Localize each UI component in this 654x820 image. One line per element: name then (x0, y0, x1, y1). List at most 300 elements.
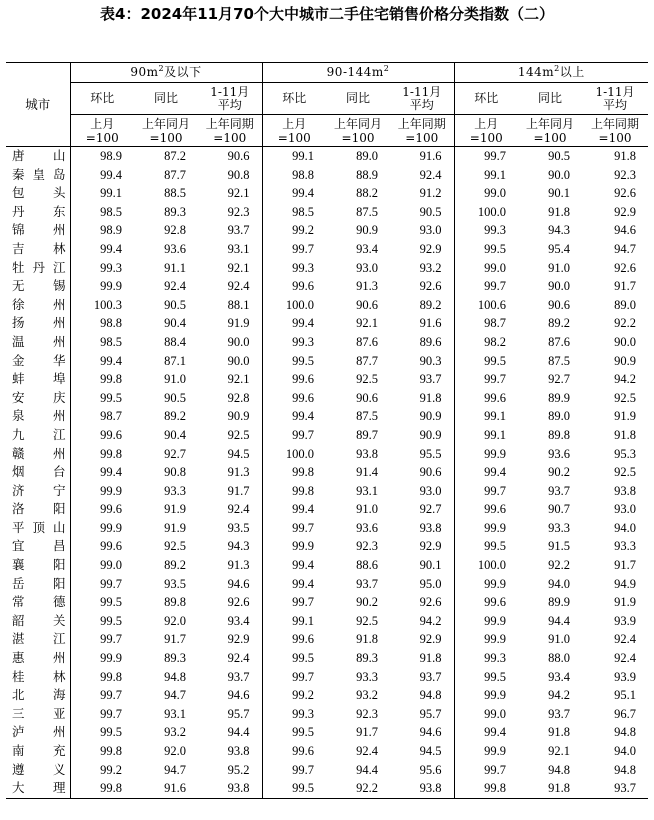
table-row (6, 445, 648, 464)
cell-mom-small: 99.5 (100, 613, 122, 628)
cell-mom-small: 98.5 (100, 334, 122, 349)
cell-avg-small: 90.0 (227, 334, 250, 349)
cell-mom-large: 99.9 (454, 575, 518, 594)
cell-avg-small: 92.4 (227, 651, 250, 666)
cell-avg-small: 93.8 (227, 744, 250, 758)
cell-yoy-medium: 93.2 (356, 688, 379, 703)
table-row (6, 537, 648, 556)
city-name: 惠州 (6, 649, 70, 668)
cell-mom-small: 100.3 (93, 297, 122, 312)
cell-mom-medium: 99.7 (262, 426, 326, 445)
cell-mom-medium: 99.7 (262, 593, 326, 612)
table-title: 表4：2024年11月70个大中城市二手住宅销售价格分类指数（二） (100, 5, 554, 23)
base-avg: 上年同期 =100 (582, 115, 648, 147)
subheader-yoy: 同比 (134, 83, 198, 115)
cell-avg-large: 92.3 (614, 167, 637, 182)
table-row (6, 407, 648, 426)
cell-yoy-medium: 92.3 (356, 539, 379, 554)
cell-mom-large: 99.7 (454, 482, 518, 501)
cell-avg-medium: 95.7 (419, 706, 442, 721)
table-row (6, 184, 648, 203)
cell-avg-medium: 94.5 (419, 744, 442, 758)
table-row (6, 779, 648, 798)
cell-mom-medium: 99.4 (262, 575, 326, 594)
cell-mom-large: 99.7 (454, 370, 518, 389)
city-name: 平顶山 (6, 519, 70, 538)
city-name: 温州 (6, 333, 70, 352)
cell-yoy-large: 93.4 (548, 669, 571, 684)
cell-mom-medium: 99.8 (262, 482, 326, 501)
cell-yoy-small: 93.1 (164, 706, 186, 721)
cell-mom-small: 98.5 (100, 204, 122, 219)
cell-mom-small: 99.4 (100, 465, 122, 480)
cell-yoy-small: 92.7 (164, 446, 186, 461)
table-row (6, 426, 648, 445)
cell-yoy-large: 87.6 (548, 334, 571, 349)
subheader-row (6, 83, 648, 115)
city-name: 襄阳 (6, 556, 70, 575)
cell-mom-small: 99.7 (100, 632, 122, 647)
cell-yoy-medium: 89.3 (356, 651, 379, 666)
cell-mom-large: 99.9 (454, 445, 518, 464)
city-name: 洛阳 (6, 500, 70, 519)
subheader-avg: 1-11月 平均 (390, 83, 454, 115)
cell-avg-large: 92.4 (614, 632, 637, 647)
cell-avg-medium: 95.6 (419, 762, 442, 777)
table-row (6, 259, 648, 278)
cell-mom-large: 99.6 (454, 389, 518, 408)
subheader-mom: 环比 (70, 83, 134, 115)
cell-avg-large: 90.0 (614, 334, 637, 349)
cell-avg-small: 92.6 (227, 595, 250, 610)
cell-avg-medium: 90.1 (419, 558, 442, 573)
cell-avg-small: 94.5 (227, 446, 250, 461)
cell-avg-small: 93.5 (227, 520, 250, 535)
cell-avg-small: 93.8 (198, 779, 262, 798)
cell-mom-small: 99.2 (100, 762, 122, 777)
cell-yoy-medium: 91.3 (356, 279, 379, 294)
cell-avg-large: 91.9 (614, 409, 637, 424)
cell-mom-large: 99.4 (454, 723, 518, 742)
table-row (6, 612, 648, 631)
cell-avg-medium: 94.8 (419, 688, 442, 703)
cell-avg-medium: 92.9 (419, 539, 442, 554)
cell-mom-small: 99.7 (100, 706, 122, 721)
table-row (6, 463, 648, 482)
cell-avg-small: 92.4 (227, 502, 250, 517)
cell-yoy-large: 92.7 (548, 372, 571, 387)
cell-yoy-small: 93.6 (164, 241, 186, 256)
cell-avg-medium: 93.0 (419, 483, 442, 498)
cell-avg-large: 94.8 (614, 762, 637, 777)
cell-yoy-small: 94.7 (164, 762, 186, 777)
cell-avg-medium: 91.6 (419, 149, 442, 163)
cell-yoy-small: 89.3 (164, 651, 186, 666)
city-name: 扬州 (6, 314, 70, 333)
cell-avg-large: 91.7 (614, 279, 637, 294)
cell-avg-small: 91.3 (227, 465, 250, 480)
cell-avg-medium: 91.8 (419, 651, 442, 666)
cell-mom-small: 98.9 (100, 223, 122, 238)
cell-avg-large: 92.6 (614, 260, 637, 275)
cell-yoy-small: 89.8 (164, 595, 186, 610)
cell-mom-medium: 99.5 (262, 352, 326, 371)
table-row (6, 389, 648, 408)
cell-mom-medium: 99.6 (262, 370, 326, 389)
cell-avg-large: 89.0 (614, 297, 637, 312)
city-name: 秦皇岛 (6, 166, 70, 185)
cell-mom-large: 99.0 (454, 705, 518, 724)
cell-mom-small: 99.9 (100, 651, 122, 666)
cell-yoy-large: 91.0 (548, 260, 571, 275)
cell-avg-medium: 93.7 (419, 669, 442, 684)
cell-mom-medium: 99.9 (262, 537, 326, 556)
cell-yoy-small: 91.9 (164, 502, 186, 517)
cell-yoy-small: 87.7 (164, 167, 186, 182)
cell-yoy-medium: 90.9 (356, 223, 379, 238)
cell-avg-small: 95.7 (227, 706, 250, 721)
cell-avg-medium: 90.6 (419, 465, 442, 480)
cell-avg-small: 94.6 (227, 576, 250, 591)
cell-mom-large: 99.0 (454, 184, 518, 203)
cell-avg-medium: 95.0 (419, 576, 442, 591)
cell-mom-medium: 99.1 (262, 147, 326, 166)
cell-avg-large: 94.0 (614, 744, 637, 758)
city-name: 吉林 (6, 240, 70, 259)
cell-mom-small: 99.8 (70, 779, 134, 798)
cell-avg-small: 92.1 (227, 186, 250, 201)
cell-avg-large: 92.5 (614, 465, 637, 480)
subheader-avg: 1-11月 平均 (582, 83, 648, 115)
cell-mom-small: 99.9 (100, 279, 122, 294)
cell-avg-medium: 91.2 (419, 186, 442, 201)
cell-yoy-medium: 92.2 (326, 779, 390, 798)
cell-mom-large: 99.5 (454, 240, 518, 259)
cell-avg-large: 93.9 (614, 613, 637, 628)
city-name: 唐山 (6, 147, 70, 166)
cell-mom-medium: 99.5 (262, 779, 326, 798)
table-row (6, 277, 648, 296)
table-row (6, 705, 648, 724)
cell-yoy-medium: 93.6 (356, 520, 379, 535)
cell-mom-medium: 100.0 (262, 296, 326, 315)
cell-avg-medium: 92.6 (419, 279, 442, 294)
cell-avg-large: 93.0 (614, 502, 637, 517)
cell-yoy-large: 90.7 (548, 502, 571, 517)
cell-mom-large: 99.3 (454, 649, 518, 668)
cell-avg-medium: 93.8 (419, 520, 442, 535)
cell-yoy-large: 94.4 (548, 613, 571, 628)
cell-yoy-small: 90.5 (164, 297, 186, 312)
cell-mom-medium: 100.0 (262, 445, 326, 464)
cell-mom-medium: 99.6 (262, 742, 326, 761)
cell-yoy-large: 94.8 (548, 762, 571, 777)
city-name: 北海 (6, 686, 70, 705)
cell-mom-small: 99.4 (100, 241, 122, 256)
cell-avg-small: 92.1 (227, 260, 250, 275)
cell-mom-large: 99.1 (454, 166, 518, 185)
cell-mom-medium: 99.4 (262, 500, 326, 519)
table-row (6, 556, 648, 575)
table-row (6, 333, 648, 352)
cell-yoy-medium: 93.7 (356, 576, 379, 591)
cell-mom-large: 99.9 (454, 519, 518, 538)
price-index-table (6, 62, 648, 799)
cell-yoy-large: 90.1 (548, 186, 571, 201)
cell-avg-medium: 93.8 (390, 779, 454, 798)
cell-avg-medium: 92.9 (419, 632, 442, 647)
city-name: 烟台 (6, 463, 70, 482)
cell-yoy-small: 87.1 (164, 353, 186, 368)
cell-yoy-small: 91.0 (164, 372, 186, 387)
cell-yoy-small: 90.4 (164, 427, 186, 442)
cell-avg-small: 94.3 (227, 539, 250, 554)
cell-yoy-medium: 89.7 (356, 427, 379, 442)
cell-mom-small: 98.7 (100, 409, 122, 424)
cell-avg-small: 92.9 (227, 632, 250, 647)
cell-mom-small: 98.9 (100, 149, 122, 163)
cell-yoy-medium: 88.2 (356, 186, 379, 201)
cell-avg-large: 94.0 (614, 520, 637, 535)
cell-mom-small: 99.0 (100, 558, 122, 573)
cell-avg-medium: 92.4 (419, 167, 442, 182)
cell-yoy-medium: 87.7 (356, 353, 379, 368)
cell-mom-medium: 99.3 (262, 259, 326, 278)
cell-yoy-large: 95.4 (548, 241, 571, 256)
cell-yoy-medium: 87.6 (356, 334, 379, 349)
base-yoy: 上年同月 =100 (518, 115, 582, 147)
city-name: 湛江 (6, 630, 70, 649)
cell-mom-small: 99.7 (100, 688, 122, 703)
cell-yoy-small: 93.2 (164, 725, 186, 740)
cell-avg-small: 92.5 (227, 427, 250, 442)
cell-avg-medium: 89.2 (419, 297, 442, 312)
cell-mom-large: 99.9 (454, 630, 518, 649)
cell-mom-large: 99.3 (454, 221, 518, 240)
cell-yoy-medium: 92.4 (356, 744, 379, 758)
cell-avg-medium: 92.6 (419, 595, 442, 610)
table-row (6, 630, 648, 649)
cell-yoy-medium: 91.0 (356, 502, 379, 517)
cell-mom-medium: 99.7 (262, 668, 326, 687)
cell-mom-small: 99.9 (100, 520, 122, 535)
cell-mom-large: 99.5 (454, 352, 518, 371)
cell-mom-small: 99.4 (100, 353, 122, 368)
cell-mom-small: 99.6 (100, 427, 122, 442)
base-mom: 上月 =100 (262, 115, 326, 147)
cell-avg-large: 91.7 (614, 558, 637, 573)
cell-mom-large: 99.7 (454, 277, 518, 296)
cell-yoy-medium: 87.5 (356, 204, 379, 219)
cell-yoy-small: 92.0 (164, 744, 186, 758)
cell-avg-medium: 90.9 (419, 409, 442, 424)
table-row (6, 370, 648, 389)
base-mom: 上月 =100 (70, 115, 134, 147)
cell-mom-small: 99.5 (100, 390, 122, 405)
cell-mom-medium: 99.2 (262, 221, 326, 240)
city-name: 赣州 (6, 445, 70, 464)
cell-avg-small: 90.6 (227, 149, 250, 163)
cell-avg-medium: 94.6 (419, 725, 442, 740)
cell-avg-small: 92.8 (227, 390, 250, 405)
table-row (6, 221, 648, 240)
cell-avg-small: 93.1 (227, 241, 250, 256)
cell-yoy-medium: 94.4 (356, 762, 379, 777)
cell-mom-large: 98.7 (454, 314, 518, 333)
cell-yoy-small: 90.4 (164, 316, 186, 331)
table-row (6, 352, 648, 371)
cell-mom-large: 99.6 (454, 593, 518, 612)
cell-avg-medium: 91.8 (419, 390, 442, 405)
cell-avg-medium: 93.0 (419, 223, 442, 238)
cell-mom-small: 99.8 (100, 446, 122, 461)
cell-yoy-large: 94.2 (548, 688, 571, 703)
city-name: 泸州 (6, 723, 70, 742)
cell-avg-medium: 92.9 (419, 241, 442, 256)
city-name: 遵义 (6, 761, 70, 780)
cell-avg-large: 95.1 (614, 688, 637, 703)
city-name: 金华 (6, 352, 70, 371)
cell-mom-small: 99.5 (100, 725, 122, 740)
cell-mom-small: 99.4 (100, 167, 122, 182)
table-row (6, 500, 648, 519)
cell-yoy-small: 88.5 (164, 186, 186, 201)
cell-mom-large: 99.6 (454, 500, 518, 519)
cell-avg-large: 93.3 (614, 539, 637, 554)
cell-mom-medium: 99.4 (262, 556, 326, 575)
city-name: 徐州 (6, 296, 70, 315)
cell-yoy-large: 93.7 (548, 706, 571, 721)
city-name: 无锡 (6, 277, 70, 296)
cell-avg-small: 95.2 (227, 762, 250, 777)
cell-mom-medium: 99.3 (262, 705, 326, 724)
subheader-yoy: 同比 (326, 83, 390, 115)
cell-avg-large: 94.2 (614, 372, 637, 387)
cell-yoy-large: 89.9 (548, 595, 571, 610)
cell-mom-medium: 99.8 (262, 463, 326, 482)
cell-avg-large: 92.4 (614, 651, 637, 666)
cell-avg-large: 91.9 (614, 595, 637, 610)
cell-mom-large: 99.7 (454, 147, 518, 166)
cell-yoy-large: 90.5 (548, 149, 571, 163)
table-header (6, 63, 648, 147)
cell-yoy-medium: 90.6 (356, 297, 379, 312)
cell-avg-medium: 94.2 (419, 613, 442, 628)
cell-yoy-large: 90.0 (548, 279, 571, 294)
cell-yoy-large: 93.7 (548, 483, 571, 498)
cell-mom-large: 100.0 (454, 203, 518, 222)
table-row (6, 668, 648, 687)
cell-avg-medium: 93.2 (419, 260, 442, 275)
cell-avg-small: 90.0 (227, 353, 250, 368)
cell-yoy-large: 90.6 (548, 297, 571, 312)
cell-mom-large: 99.5 (454, 537, 518, 556)
cell-avg-large: 94.8 (614, 725, 637, 740)
city-name: 安庆 (6, 389, 70, 408)
city-name: 常德 (6, 593, 70, 612)
base-row (6, 115, 648, 147)
cell-yoy-large: 93.6 (548, 446, 571, 461)
cell-avg-small: 93.7 (227, 669, 250, 684)
cell-mom-large: 99.5 (454, 668, 518, 687)
table-row (6, 147, 648, 166)
cell-avg-large: 92.2 (614, 316, 637, 331)
cell-avg-small: 93.7 (227, 223, 250, 238)
cell-avg-large: 92.5 (614, 390, 637, 405)
cell-yoy-small: 94.7 (164, 688, 186, 703)
cell-avg-medium: 95.5 (419, 446, 442, 461)
cell-yoy-large: 92.2 (548, 558, 571, 573)
cell-avg-small: 94.4 (227, 725, 250, 740)
city-name: 南充 (6, 742, 70, 761)
cell-avg-small: 92.1 (227, 372, 250, 387)
cell-yoy-small: 91.7 (164, 632, 186, 647)
cell-yoy-medium: 93.1 (356, 483, 379, 498)
cell-yoy-small: 91.1 (164, 260, 186, 275)
city-name: 蚌埠 (6, 370, 70, 389)
cell-yoy-medium: 92.3 (356, 706, 379, 721)
cell-avg-small: 90.9 (227, 409, 250, 424)
cell-mom-small: 99.3 (100, 260, 122, 275)
cell-yoy-large: 91.8 (518, 779, 582, 798)
cell-mom-medium: 99.1 (262, 612, 326, 631)
cell-mom-small: 99.8 (100, 744, 122, 758)
cell-yoy-small: 92.0 (164, 613, 186, 628)
subheader-mom: 环比 (454, 83, 518, 115)
cell-yoy-medium: 92.5 (356, 613, 379, 628)
cell-yoy-medium: 92.5 (356, 372, 379, 387)
cell-avg-small: 92.3 (227, 204, 250, 219)
table-row (6, 649, 648, 668)
table-row (6, 296, 648, 315)
cell-avg-large: 92.9 (614, 204, 637, 219)
cell-yoy-medium: 93.0 (356, 260, 379, 275)
cell-avg-large: 96.7 (614, 706, 637, 721)
cell-yoy-medium: 90.6 (356, 390, 379, 405)
subheader-mom: 环比 (262, 83, 326, 115)
cell-mom-medium: 99.6 (262, 630, 326, 649)
cell-avg-large: 91.8 (614, 149, 637, 163)
cell-mom-medium: 99.4 (262, 407, 326, 426)
cell-yoy-small: 87.2 (164, 149, 186, 163)
table-row (6, 593, 648, 612)
city-name: 三亚 (6, 705, 70, 724)
cell-mom-medium: 99.6 (262, 389, 326, 408)
base-yoy: 上年同月 =100 (326, 115, 390, 147)
cell-yoy-large: 89.0 (548, 409, 571, 424)
cell-mom-large: 100.6 (454, 296, 518, 315)
cell-yoy-large: 94.3 (548, 223, 571, 238)
cell-yoy-medium: 88.9 (356, 167, 379, 182)
cell-yoy-large: 93.3 (548, 520, 571, 535)
cell-yoy-medium: 91.8 (356, 632, 379, 647)
cell-yoy-large: 91.5 (548, 539, 571, 554)
group-header-large: $144m^2$以上 (454, 63, 648, 83)
city-name: 宜昌 (6, 537, 70, 556)
city-column-header: 城市 (6, 63, 70, 147)
cell-avg-medium: 89.6 (419, 334, 442, 349)
city-name: 桂林 (6, 668, 70, 687)
cell-yoy-medium: 87.5 (356, 409, 379, 424)
cell-mom-small: 99.6 (100, 539, 122, 554)
cell-avg-small: 90.8 (227, 167, 250, 182)
base-avg: 上年同期 =100 (390, 115, 454, 147)
cell-mom-large: 99.4 (454, 463, 518, 482)
cell-yoy-small: 91.9 (164, 520, 186, 535)
cell-avg-large: 94.7 (614, 241, 637, 256)
subheader-yoy: 同比 (518, 83, 582, 115)
cell-yoy-large: 89.2 (548, 316, 571, 331)
